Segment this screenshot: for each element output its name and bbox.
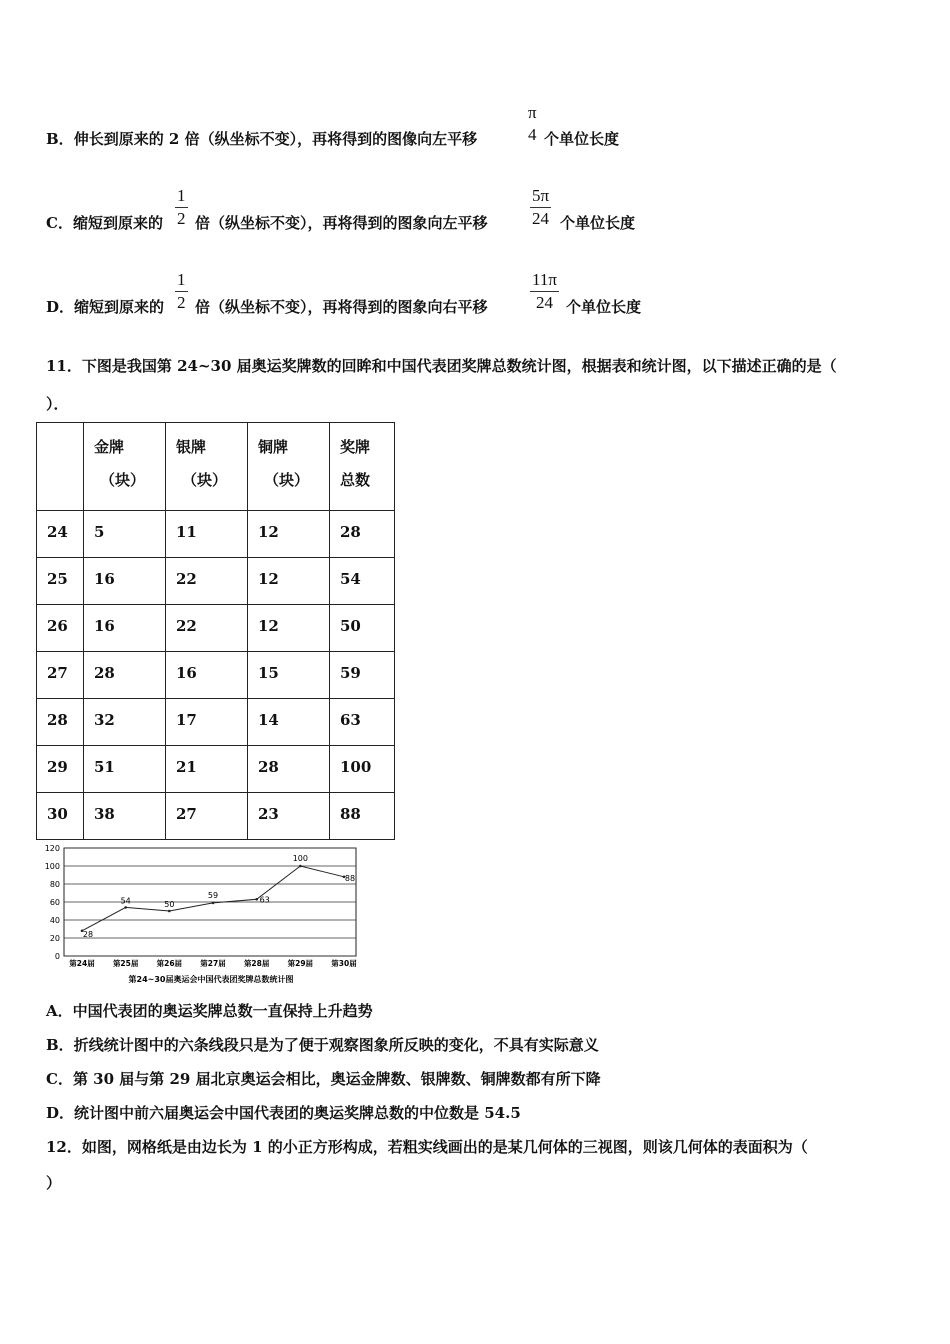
x-tick-label: 第29届 [287, 959, 314, 968]
q10-b-shift-fraction [526, 103, 539, 145]
table-cell: 16 [84, 605, 166, 652]
table-cell: 16 [84, 558, 166, 605]
table-cell: 12 [248, 605, 330, 652]
q10-option-d-mid-text: 倍（纵坐标不变），再将得到的图象向右平移 [195, 298, 488, 316]
x-tick-label: 第24届 [69, 959, 95, 968]
data-point [124, 906, 127, 909]
y-tick-label: 20 [49, 934, 60, 943]
data-point [299, 865, 302, 868]
medal-table [36, 422, 395, 840]
x-tick-label: 第30届 [331, 959, 357, 968]
q10-option-b-text: 伸长到原来的 2 倍（纵坐标不变），再将得到的图像向左平移 [73, 130, 478, 148]
q10-option-b-tail [544, 128, 619, 149]
option-label: C． [46, 1070, 73, 1088]
table-cell: 88 [330, 793, 395, 840]
q10-option-b-label: B． [46, 130, 74, 148]
q10-option-c-mid-text: 倍（纵坐标不变），再将得到的图象向左平移 [195, 214, 488, 232]
fraction-denominator: 2 [177, 209, 186, 228]
q10-c-scale-fraction [175, 186, 188, 229]
table-cell: 11 [166, 511, 248, 558]
data-label: 28 [82, 929, 94, 939]
data-point [255, 898, 258, 901]
table-cell: 17 [166, 699, 248, 746]
fraction-numerator: 11π [530, 270, 559, 292]
table-header-row [37, 423, 395, 511]
table-cell: 21 [166, 746, 248, 793]
q12-stem-end: ） [46, 1174, 62, 1192]
data-label: 50 [164, 900, 175, 909]
table-cell: 28 [248, 746, 330, 793]
table-cell: 16 [166, 652, 248, 699]
header-cell-silver [166, 423, 248, 511]
table-cell: 28 [330, 511, 395, 558]
header-label: 银牌 [176, 438, 207, 456]
table-row [37, 558, 395, 605]
header-label: 奖牌 [340, 438, 371, 456]
y-tick-label: 60 [49, 898, 60, 907]
table-cell: 24 [37, 511, 84, 558]
table-cell: 50 [330, 605, 395, 652]
fraction-numerator: 5π [530, 186, 551, 208]
q10-option-b [46, 128, 477, 149]
data-label: 63 [259, 895, 270, 905]
y-tick-label: 40 [49, 916, 60, 925]
table-cell: 27 [166, 793, 248, 840]
table-cell: 59 [330, 652, 395, 699]
table-cell: 23 [248, 793, 330, 840]
header-label: 金牌 [94, 438, 125, 456]
table-cell: 29 [37, 746, 84, 793]
fraction-numerator: π [528, 103, 537, 122]
q11-option-b [46, 1034, 599, 1055]
table-cell: 12 [248, 511, 330, 558]
q10-option-d-mid [195, 296, 488, 317]
q10-option-b-unit: 个单位长度 [544, 130, 620, 148]
table-cell: 30 [37, 793, 84, 840]
table-row [37, 511, 395, 558]
fraction-denominator: 2 [177, 293, 186, 312]
q12-stem: 12．如图，网格纸是由边长为 1 的小正方形构成，若粗实线画出的是某几何体的三视图，则该几何体的表面积为（ [46, 1138, 808, 1156]
table-cell: 28 [84, 652, 166, 699]
header-unit: 总数 [340, 471, 371, 489]
table-row [37, 793, 395, 840]
header-cell-total [330, 423, 395, 511]
data-point [168, 910, 171, 913]
q10-d-shift-fraction [530, 270, 559, 313]
option-label: A． [46, 1002, 73, 1020]
table-cell: 38 [84, 793, 166, 840]
y-tick-label: 0 [54, 952, 60, 961]
q11-option-c [46, 1068, 601, 1089]
q11-stem-end: ）． [46, 395, 69, 413]
q10-option-c-unit: 个单位长度 [560, 214, 636, 232]
q10-option-d-unit: 个单位长度 [566, 298, 642, 316]
fraction-denominator: 4 [528, 125, 537, 144]
table-cell: 25 [37, 558, 84, 605]
table-cell: 26 [37, 605, 84, 652]
q10-option-c-label: C． [46, 214, 73, 232]
table-cell: 5 [84, 511, 166, 558]
table-cell: 14 [248, 699, 330, 746]
q11-option-d [46, 1102, 521, 1123]
q10-option-c [46, 212, 163, 233]
fraction-numerator: 1 [175, 186, 188, 208]
data-label: 100 [292, 854, 308, 863]
table-cell: 100 [330, 746, 395, 793]
fraction-denominator: 24 [535, 293, 553, 312]
table-cell: 15 [248, 652, 330, 699]
option-text: 折线统计图中的六条线段只是为了便于观察图象所反映的变化，不具有实际意义 [73, 1036, 599, 1054]
table-cell: 63 [330, 699, 395, 746]
table-row [37, 605, 395, 652]
y-tick-label: 120 [44, 844, 60, 853]
q10-option-c-text: 缩短到原来的 [72, 214, 163, 232]
option-label: D． [46, 1104, 75, 1122]
table-cell: 32 [84, 699, 166, 746]
option-label: B． [46, 1036, 74, 1054]
fraction-denominator: 24 [532, 209, 550, 228]
table-row [37, 746, 395, 793]
header-cell-edition [37, 423, 84, 511]
header-unit: （块） [100, 471, 146, 489]
table-cell: 27 [37, 652, 84, 699]
header-unit: （块） [182, 471, 228, 489]
header-cell-gold [84, 423, 166, 511]
table-cell: 54 [330, 558, 395, 605]
chart-title: 第24~30届奥运会中国代表团奖牌总数统计图 [128, 975, 294, 984]
option-text: 第 30 届与第 29 届北京奥运会相比，奥运金牌数、银牌数、铜牌数都有所下降 [72, 1070, 601, 1088]
q10-c-shift-fraction [530, 186, 551, 229]
table-row [37, 652, 395, 699]
q10-option-d-tail [566, 296, 641, 317]
x-tick-label: 第25届 [112, 959, 139, 968]
option-text: 统计图中前六届奥运会中国代表团的奥运奖牌总数的中位数是 54.5 [74, 1104, 521, 1122]
header-label: 铜牌 [258, 438, 289, 456]
y-tick-label: 80 [49, 880, 60, 889]
table-row [37, 699, 395, 746]
x-tick-label: 第28届 [243, 959, 270, 968]
option-text: 中国代表团的奥运奖牌总数一直保持上升趋势 [72, 1002, 373, 1020]
table-cell: 28 [37, 699, 84, 746]
x-tick-label: 第27届 [200, 959, 226, 968]
q11-stem: 11．下图是我国第 24~30 届奥运奖牌数的回眸和中国代表团奖牌总数统计图，根据表和统计图，以下描述正确的是（ [46, 357, 837, 375]
header-unit: （块） [264, 471, 310, 489]
q11-option-a [46, 1000, 373, 1021]
table-cell: 12 [248, 558, 330, 605]
data-label: 88 [344, 873, 356, 883]
q10-d-scale-fraction [175, 270, 188, 313]
medal-total-line-chart [36, 838, 366, 986]
header-cell-bronze [248, 423, 330, 511]
data-label: 59 [207, 890, 219, 900]
q10-option-d [46, 296, 164, 317]
q10-option-c-tail [560, 212, 635, 233]
data-point [212, 902, 215, 905]
q10-option-d-text: 缩短到原来的 [74, 298, 165, 316]
table-cell: 22 [166, 605, 248, 652]
y-tick-label: 100 [44, 862, 60, 871]
x-tick-label: 第26届 [156, 959, 183, 968]
table-cell: 22 [166, 558, 248, 605]
q10-option-c-mid [195, 212, 488, 233]
data-label: 54 [120, 896, 131, 906]
fraction-numerator: 1 [175, 270, 188, 292]
table-cell: 51 [84, 746, 166, 793]
q10-option-d-label: D． [46, 298, 75, 316]
